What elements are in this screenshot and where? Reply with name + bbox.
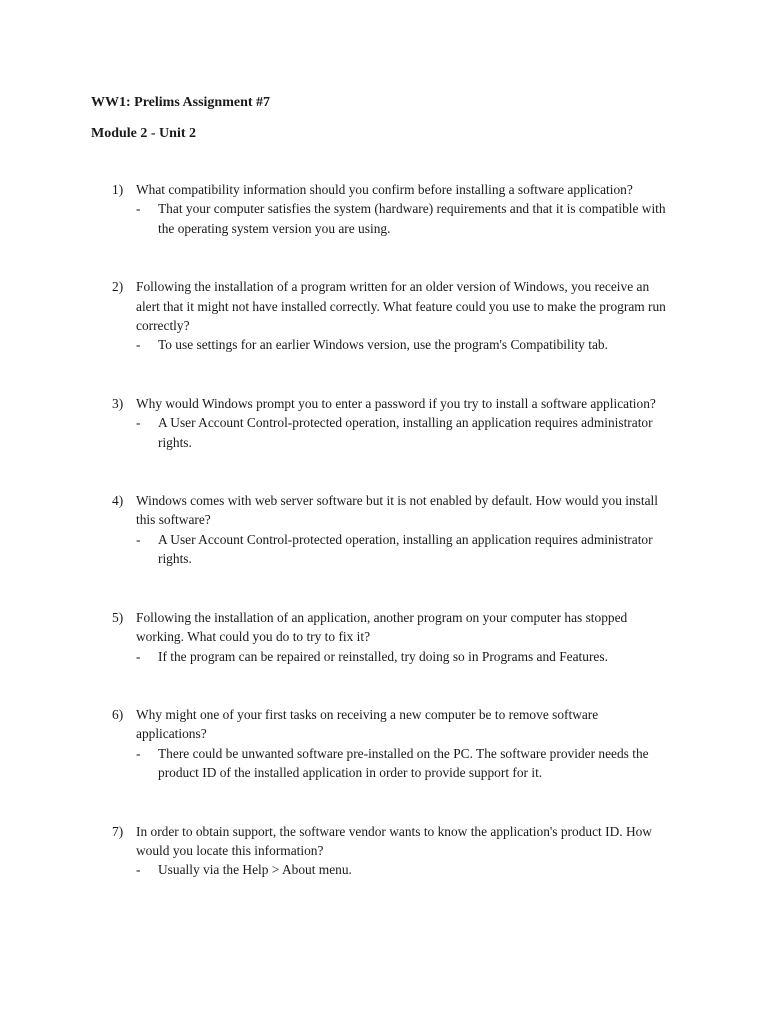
answer-bullet: - xyxy=(136,862,141,878)
question-item xyxy=(0,608,768,666)
question-text: Why would Windows prompt you to enter a password if you try to install a software application? xyxy=(136,395,656,411)
answer-text: A User Account Control-protected operation, installing an application requires administrator rights. xyxy=(158,531,653,567)
answer xyxy=(136,199,666,238)
answer-bullet: - xyxy=(136,201,141,217)
answer-text: If the program can be repaired or reinstalled, try doing so in Programs and Features. xyxy=(158,648,608,664)
answer-text: A User Account Control-protected operation, installing an application requires administrator rights. xyxy=(158,415,653,450)
answer-bullet: - xyxy=(136,648,141,664)
question-item xyxy=(0,491,768,569)
answer xyxy=(136,647,666,666)
answer-bullet: - xyxy=(136,745,141,761)
answer-text: Usually via the Help > About menu. xyxy=(158,862,352,878)
question-text: Windows comes with web server software but it is not enabled by default. How would you install this software? xyxy=(136,493,658,528)
question-text: Why might one of your first tasks on receiving a new computer be to remove software applications? xyxy=(136,706,599,742)
question-item xyxy=(0,822,768,880)
answer-bullet: - xyxy=(136,415,141,431)
question-item xyxy=(0,180,768,238)
question-number: 1) xyxy=(112,182,124,197)
answer xyxy=(136,860,666,879)
question-number: 2) xyxy=(112,279,124,295)
question-number: 5) xyxy=(112,609,124,625)
answer-bullet: - xyxy=(136,337,141,353)
question-item xyxy=(0,394,768,452)
answer-text: To use settings for an earlier Windows version, use the program's Compatibility tab. xyxy=(158,337,608,353)
question-text: Following the installation of an application, another program on your computer has stopped working. What could you do to try to fix it? xyxy=(136,609,628,645)
question-text: In order to obtain support, the software vendor wants to know the application's product ID. How would you locate this information? xyxy=(136,823,652,858)
answer xyxy=(136,335,666,354)
answer xyxy=(136,413,666,452)
question-number: 3) xyxy=(112,395,124,411)
answer-bullet: - xyxy=(136,531,141,547)
document-subtitle: Module 2 - Unit 2 xyxy=(91,126,196,141)
question-number: 7) xyxy=(112,823,124,839)
answer xyxy=(136,530,666,569)
question-list xyxy=(0,180,768,919)
answer-text: There could be unwanted software pre-installed on the PC. The software provider needs the product ID of the installed application in order to provide support for it. xyxy=(158,745,649,781)
answer-text: That your computer satisfies the system (hardware) requirements and that it is compatible with the operating system version you are using. xyxy=(158,201,666,236)
document-title: WW1: Prelims Assignment #7 xyxy=(91,95,271,110)
question-number: 6) xyxy=(112,706,124,722)
question-item xyxy=(0,705,768,783)
question-item xyxy=(0,277,768,355)
question-number: 4) xyxy=(112,493,124,509)
question-text: Following the installation of a program written for an older version of Windows, you receive an alert that it might not have installed correctly. What feature could you use to make the program run correctly? xyxy=(136,279,666,334)
answer xyxy=(136,744,666,783)
question-text: What compatibility information should you confirm before installing a software application? xyxy=(136,182,633,197)
